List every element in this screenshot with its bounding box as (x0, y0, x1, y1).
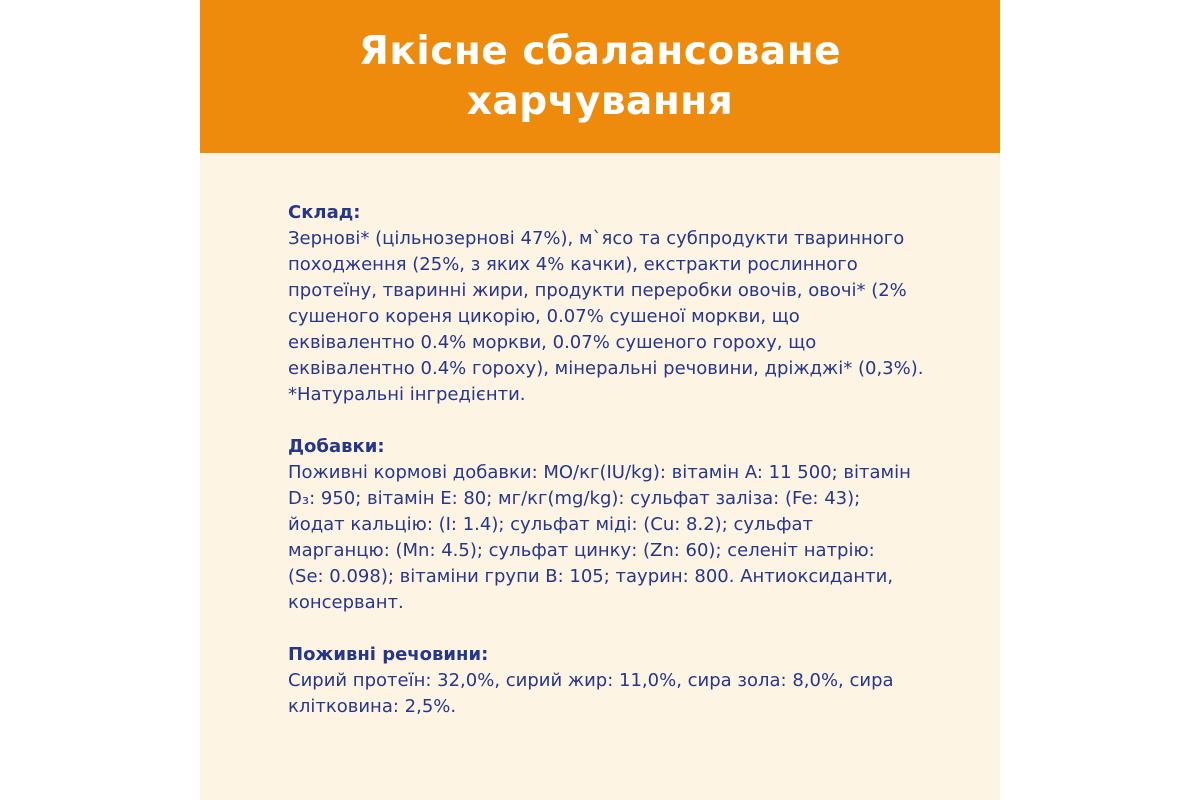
additives-line: консервант. (288, 592, 404, 613)
product-card (200, 0, 1000, 800)
additives-line: (Se: 0.098); вітаміни групи B: 105; таурин: 800. Антиоксиданти, (288, 566, 894, 587)
composition-section (288, 200, 938, 408)
composition-line: Зернові* (цільнозернові 47%), м`ясо та субпродукти тваринного (288, 228, 905, 249)
additives-section (288, 434, 938, 616)
nutrients-section (288, 642, 938, 720)
composition-line: походження (25%, з яких 4% качки), екстракти рослинного (288, 254, 858, 275)
additives-line: марганцю: (Mn: 4.5); сульфат цинку: (Zn: 60); селеніт натрію: (288, 540, 875, 561)
composition-line: протеїну, тваринні жири, продукти переробки овочів, овочі* (2% (288, 280, 907, 301)
banner-title-line-1: Якісне сбалансоване (358, 28, 842, 74)
nutrients-line: клітковина: 2,5%. (288, 696, 457, 717)
title-banner (200, 0, 1000, 153)
composition-line: еквівалентно 0.4% гороху), мінеральні речовини, дріжджі* (0,3%). (288, 358, 924, 379)
composition-line: сушеного кореня цикорію, 0.07% сушеної моркви, що (288, 306, 800, 327)
additives-heading: Добавки: (288, 436, 385, 457)
composition-heading: Склад: (288, 202, 361, 223)
ingredients-content (288, 200, 938, 746)
banner-title-line-2: харчування (466, 78, 734, 124)
nutrients-heading: Поживні речовини: (288, 644, 489, 665)
additives-line: йодат кальцію: (I: 1.4); сульфат міді: (Cu: 8.2); сульфат (288, 514, 814, 535)
composition-line: еквівалентно 0.4% моркви, 0.07% сушеного гороху, що (288, 332, 817, 353)
composition-line: *Натуральні інгредієнти. (288, 384, 526, 405)
additives-line: D₃: 950; вітамін E: 80; мг/кг(mg/kg): сульфат заліза: (Fe: 43); (288, 488, 861, 509)
nutrients-line: Сирий протеїн: 32,0%, сирий жир: 11,0%, сира зола: 8,0%, сира (288, 670, 894, 691)
banner-title (320, 27, 880, 127)
additives-line: Поживні кормові добавки: МО/кг(IU/kg): вітамін A: 11 500; вітамін (288, 462, 911, 483)
